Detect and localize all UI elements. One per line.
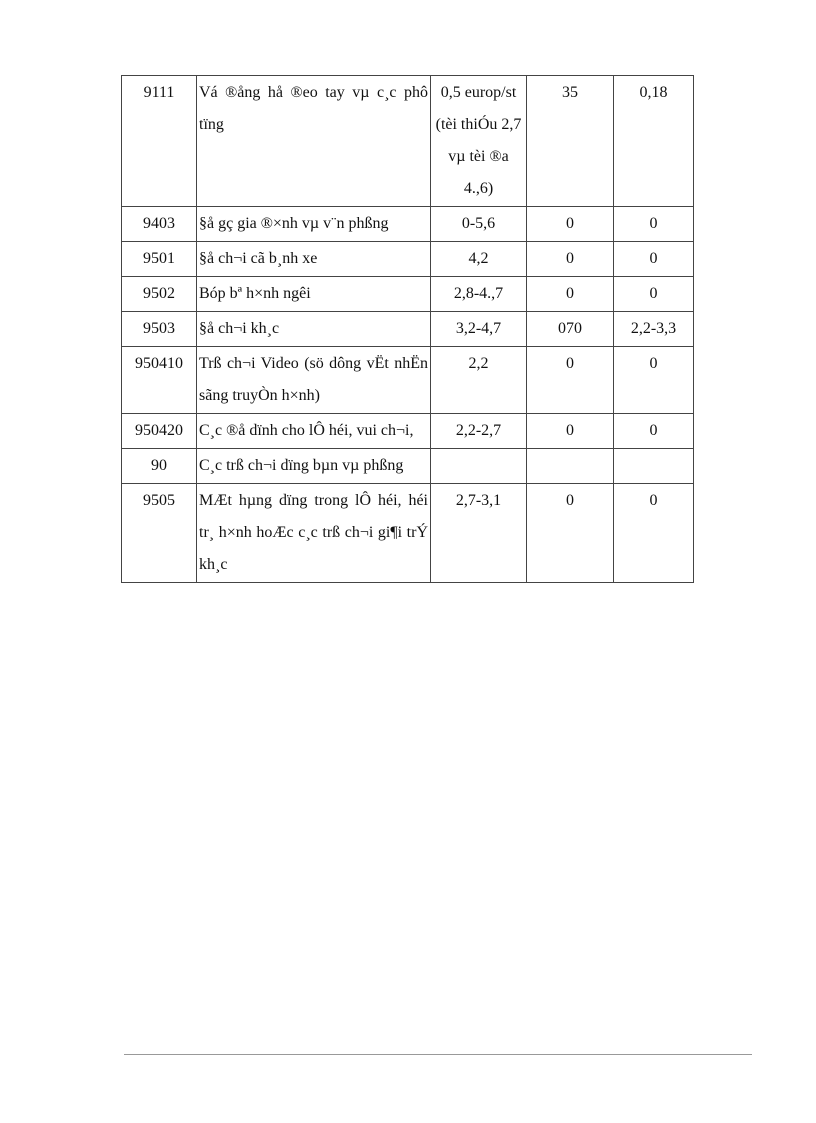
hs-code-cell: 9502 [122, 277, 197, 312]
description-cell: Trß ch¬i Video (sö dông vËt nhËn sãng truyÒn h×nh) [197, 347, 431, 414]
hs-code-cell: 9111 [122, 76, 197, 207]
rate-cell-2: 0 [527, 207, 614, 242]
rate-cell-1: 4,2 [431, 242, 527, 277]
description-cell: §å ch¬i cã b¸nh xe [197, 242, 431, 277]
table-row [122, 277, 694, 312]
description-cell: Vá ®ång hå ®eo tay vµ c¸c phô tïng [197, 76, 431, 207]
rate-cell-1: 2,8-4.,7 [431, 277, 527, 312]
table-row [122, 312, 694, 347]
rate-cell-3: 0 [614, 277, 694, 312]
rate-cell-2: 070 [527, 312, 614, 347]
description-cell: C¸c ®å dïnh cho lÔ héi, vui ch¬i, [197, 414, 431, 449]
rate-cell-1: 0,5 europ/st (tèi thiÓu 2,7 vµ tèi ®a 4.,6) [431, 76, 527, 207]
rate-cell-3: 2,2-3,3 [614, 312, 694, 347]
table-row [122, 76, 694, 207]
hs-code-cell: 9501 [122, 242, 197, 277]
rate-cell-3: 0 [614, 207, 694, 242]
hs-code-cell: 9503 [122, 312, 197, 347]
rate-cell-2: 0 [527, 414, 614, 449]
description-cell: MÆt hµng dïng trong lÔ héi, héi tr¸ h×nh hoÆc c¸c trß ch¬i gi¶i trÝ kh¸c [197, 484, 431, 583]
hs-code-cell: 9403 [122, 207, 197, 242]
rate-cell-1: 0-5,6 [431, 207, 527, 242]
hs-code-cell: 90 [122, 449, 197, 484]
table-row [122, 484, 694, 583]
rate-cell-3: 0 [614, 242, 694, 277]
rate-cell-3: 0 [614, 347, 694, 414]
hs-code-cell: 9505 [122, 484, 197, 583]
rate-cell-1 [431, 449, 527, 484]
rate-cell-2: 0 [527, 277, 614, 312]
rate-cell-2: 0 [527, 484, 614, 583]
rate-cell-3: 0,18 [614, 76, 694, 207]
hs-code-cell: 950410 [122, 347, 197, 414]
rate-cell-1: 2,7-3,1 [431, 484, 527, 583]
rate-cell-3 [614, 449, 694, 484]
description-cell: §å ch¬i kh¸c [197, 312, 431, 347]
rate-cell-1: 2,2-2,7 [431, 414, 527, 449]
rate-cell-3: 0 [614, 414, 694, 449]
rate-cell-2: 0 [527, 347, 614, 414]
description-cell: §å gç gia ®×nh vµ v¨n phßng [197, 207, 431, 242]
table-row [122, 449, 694, 484]
tariff-table [121, 75, 694, 583]
rate-cell-3: 0 [614, 484, 694, 583]
table-row [122, 242, 694, 277]
description-cell: Bóp bª h×nh ngêi [197, 277, 431, 312]
description-cell: C¸c trß ch¬i dïng bµn vµ phßng [197, 449, 431, 484]
footer-divider [124, 1054, 752, 1055]
rate-cell-2 [527, 449, 614, 484]
rate-cell-1: 3,2-4,7 [431, 312, 527, 347]
hs-code-cell: 950420 [122, 414, 197, 449]
rate-cell-2: 0 [527, 242, 614, 277]
table-row [122, 347, 694, 414]
table-row [122, 414, 694, 449]
rate-cell-2: 35 [527, 76, 614, 207]
rate-cell-1: 2,2 [431, 347, 527, 414]
table-row [122, 207, 694, 242]
